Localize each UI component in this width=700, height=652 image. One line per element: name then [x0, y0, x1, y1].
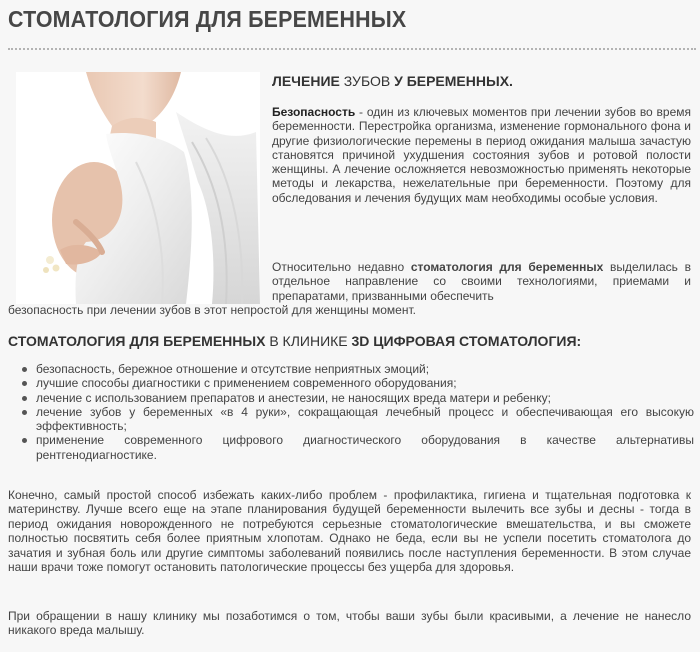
heading-part: СТОМАТОЛОГИЯ ДЛЯ БЕРЕМЕННЫХ: [8, 333, 266, 349]
closing-paragraph: При обращении в нашу клинику мы позаботимся о том, чтобы ваши зубы были красивыми, а лечение не нанесло никакого вреда малышу.: [8, 609, 691, 638]
heading-part: В КЛИНИКЕ: [265, 333, 352, 349]
p2-bold: стоматология для беременных: [410, 260, 604, 274]
list-item: [22, 405, 694, 434]
list-item: [22, 362, 694, 376]
pregnant-woman-illustration: [16, 72, 260, 304]
p2-text-after: выделилась в отдельное направление со своими технологиями, приемами и препаратами, призванными обеспечить: [272, 260, 691, 303]
bullet-icon: [22, 438, 27, 443]
list-item-text: лучшие способы диагностики с применением современного оборудования;: [36, 376, 457, 391]
pregnant-woman-photo: [16, 72, 260, 304]
heading-part: ЗУБОВ: [339, 73, 395, 89]
list-item-text: безопасность, бережное отношение и отсутствие неприятных эмоций;: [36, 362, 430, 376]
bullet-icon: [22, 396, 27, 401]
benefits-list: [22, 362, 694, 462]
bullet-icon: [22, 367, 27, 372]
heading-part: У БЕРЕМЕННЫХ.: [394, 73, 513, 89]
bullet-icon: [22, 410, 27, 415]
intro-lead: Безопасность: [272, 105, 356, 119]
page-title: СТОМАТОЛОГИЯ ДЛЯ БЕРЕМЕННЫХ: [8, 6, 407, 32]
prevention-paragraph: Конечно, самый простой способ избежать каких-либо проблем - профилактика, гигиена и тщательная подготовка к материнству. Лучше всего еще на этапе планирования будущей беременности вылечить все зубы и десны - тогда в период ожидания новорожденного не потребуются серьезные стоматологические вмешательства, и вы сможете полностью посвятить себя более приятным хлопотам. Однако не беда, если вы не успели посетить стоматолога до зачатия и зубная боль или другие симптомы заболеваний появились после наступления беременности. В этом случае наши врачи тоже помогут остановить патологические процессы без ущерба для здоровья.: [8, 488, 691, 575]
intro-paragraph: [272, 105, 691, 205]
specialty-paragraph: [272, 260, 691, 303]
list-item: [22, 376, 694, 390]
section-heading-clinic: [8, 333, 581, 349]
list-item-text: применение современного цифрового диагностического оборудования в качестве альтернативы рентгенодиагностике.: [36, 433, 694, 462]
list-item: [22, 433, 694, 462]
p2-text-before: Относительно недавно: [272, 260, 411, 274]
list-item: [22, 391, 694, 405]
section-heading-treatment: [272, 73, 513, 89]
list-item-text: лечение зубов у беременных «в 4 руки», сокращающая лечебный процесс и обеспечивающая его высокую эффективность;: [36, 404, 694, 434]
intro-text: - один из ключевых моментов при лечении зубов во время беременности. Перестройка организма, изменение гормонального фона и другие физиологические перемены в период ожидания малыша зачастую становятся причиной ухудшения состояния зубов и ротовой полости женщины. А лечение осложняется невозможностью применять некоторые методы и лекарства, нежелательные при беременности. Поэтому для обследования и лечения будущих мам необходимы особые условия.: [272, 105, 691, 205]
list-item-text: лечение с использованием препаратов и анестезии, не наносящих вреда матери и ребенку;: [36, 390, 552, 405]
heading-part: 3D ЦИФРОВАЯ СТОМАТОЛОГИЯ:: [351, 333, 582, 349]
heading-part: ЛЕЧЕНИЕ: [272, 73, 340, 89]
bullet-icon: [22, 381, 27, 386]
specialty-paragraph-tail: безопасность при лечении зубов в этот непростой для женщины момент.: [8, 303, 416, 317]
dotted-divider: [8, 48, 696, 50]
